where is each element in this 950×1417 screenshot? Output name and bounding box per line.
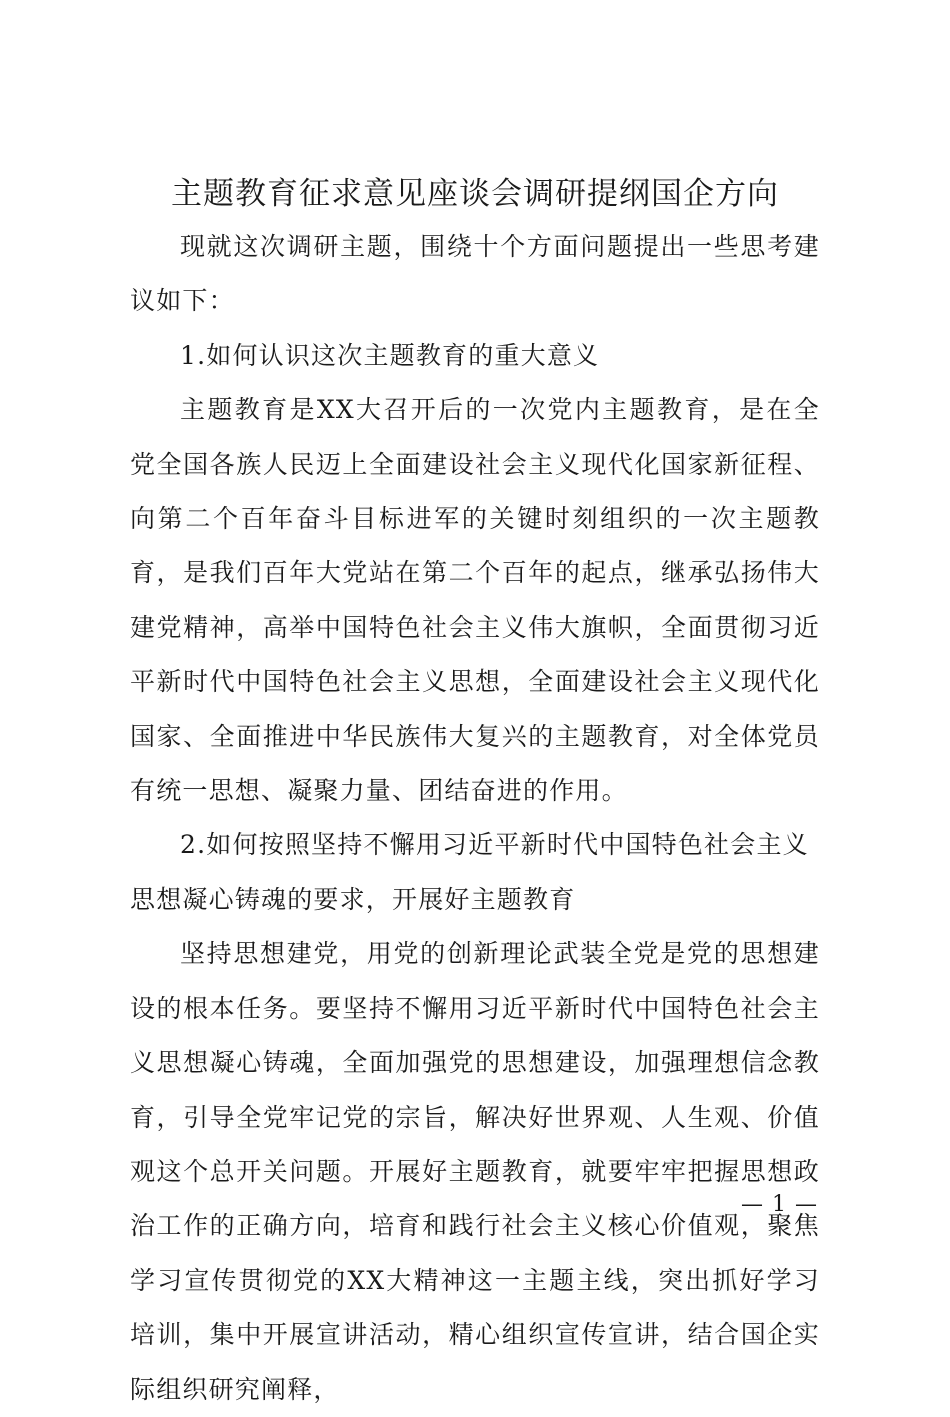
section-1-heading: 1.如何认识这次主题教育的重大意义 — [180, 340, 600, 370]
document-title: 主题教育征求意见座谈会调研提纲国企方向 — [171, 176, 779, 212]
section-1-paragraph: 主题教育是XX大召开后的一次党内主题教育，是在全党全国各族人民迈上全面建设社会主义现代化国家新征程、向第二个百年奋斗目标进军的关键时刻组织的一次主题教育，是我们百年大党站在第二个百年的起点，继承弘扬伟大建党精神，高举中国特色社会主义伟大旗帜，全面贯彻习近平新时代中国特色社会主义思想，全面建设社会主义现代化国家、全面推进中华民族伟大复兴的主题教育，对全体党员有统一思想、凝聚力量、团结奋进的作用。 — [130, 395, 820, 806]
page-number: — 1 — — [741, 1192, 818, 1217]
document-body — [130, 220, 820, 1417]
section-2-heading: 2.如何按照坚持不懈用习近平新时代中国特色社会主义思想凝心铸魂的要求，开展好主题教育 — [130, 830, 809, 914]
section-2-paragraph: 坚持思想建党，用党的创新理论武装全党是党的思想建设的根本任务。要坚持不懈用习近平新时代中国特色社会主义思想凝心铸魂，全面加强党的思想建设，加强理想信念教育，引导全党牢记党的宗旨，解决好世界观、人生观、价值观这个总开关问题。开展好主题教育，就要牢牢把握思想政治工作的正确方向，培育和践行社会主义核心价值观，聚焦学习宣传贯彻党的XX大精神这一主题主线，突出抓好学习培训，集中开展宣讲活动，精心组织宣传宣讲，结合国企实际组织研究阐释， — [130, 939, 820, 1404]
intro-paragraph: 现就这次调研主题，围绕十个方面问题提出一些思考建议如下： — [130, 232, 820, 316]
